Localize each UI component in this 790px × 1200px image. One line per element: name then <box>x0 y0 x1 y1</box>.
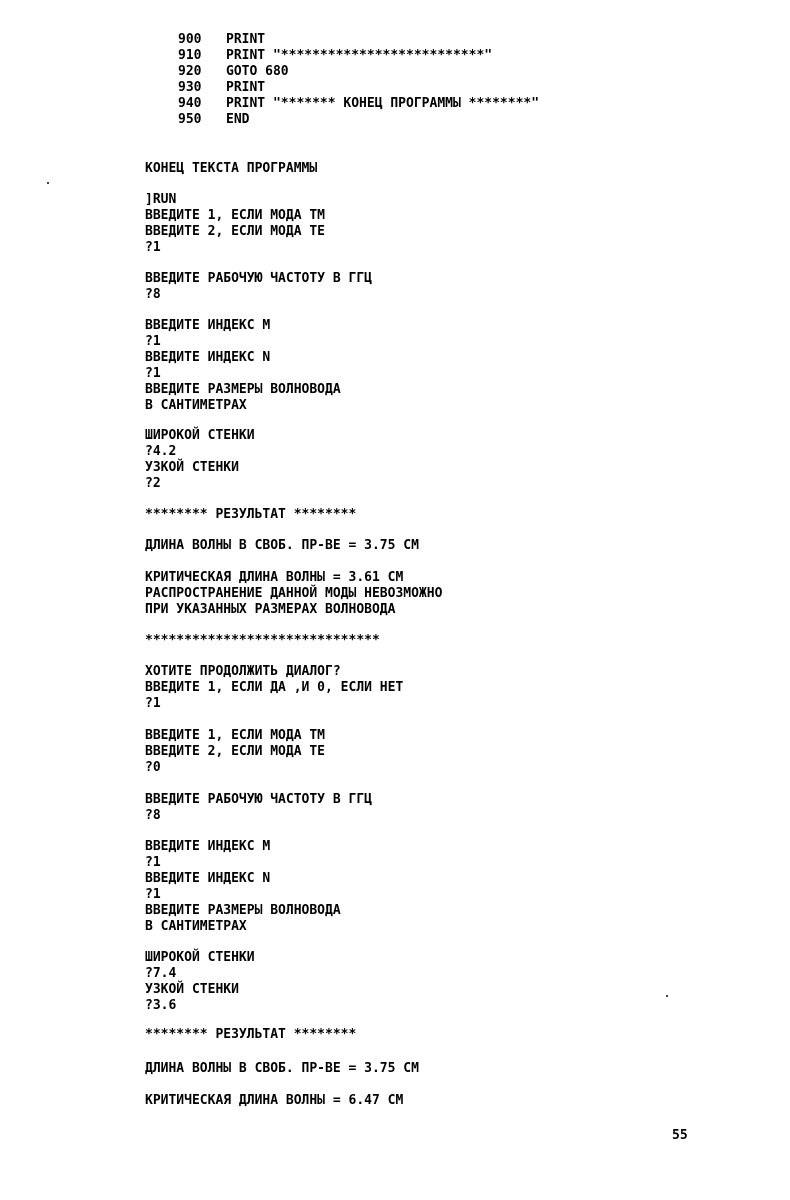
output-line: ВВЕДИТЕ РАЗМЕРЫ ВОЛНОВОДА <box>145 382 341 397</box>
program-line <box>178 112 249 128</box>
output-line: ДЛИНА ВОЛНЫ В СВОБ. ПР-ВЕ = 3.75 СМ <box>145 1061 419 1076</box>
output-line: В САНТИМЕТРАХ <box>145 919 247 934</box>
output-line: ВВЕДИТЕ ИНДЕКС N <box>145 871 271 886</box>
output-line: РАСПРОСТРАНЕНИЕ ДАННОЙ МОДЫ НЕВОЗМОЖНО <box>145 586 443 601</box>
output-line: ?2 <box>145 476 161 491</box>
output-line: КРИТИЧЕСКАЯ ДЛИНА ВОЛНЫ = 6.47 СМ <box>145 1093 404 1108</box>
output-line: ВВЕДИТЕ ИНДЕКС М <box>145 318 271 333</box>
output-line: ?0 <box>145 760 161 775</box>
output-line: ?7.4 <box>145 966 177 981</box>
output-line: ВВЕДИТЕ 1, ЕСЛИ МОДА ТМ <box>145 728 326 743</box>
output-line: ПРИ УКАЗАННЫХ РАЗМЕРАХ ВОЛНОВОДА <box>145 602 396 617</box>
line-code: PRINT "******* КОНЕЦ ПРОГРАММЫ ********" <box>226 96 540 111</box>
output-line: ВВЕДИТЕ РАБОЧУЮ ЧАСТОТУ В ГГЦ <box>145 271 372 286</box>
line-number: 930 <box>178 80 202 95</box>
output-line: ?1 <box>145 887 161 902</box>
output-line: ВВЕДИТЕ 2, ЕСЛИ МОДА ТЕ <box>145 744 326 759</box>
output-line: ?1 <box>145 366 161 381</box>
program-line <box>178 64 289 80</box>
line-number: 900 <box>178 32 202 47</box>
line-code: PRINT <box>226 80 266 95</box>
output-line: ВВЕДИТЕ 1, ЕСЛИ ДА ,И 0, ЕСЛИ НЕТ <box>145 680 404 695</box>
program-line <box>178 96 539 112</box>
output-line: ?8 <box>145 287 161 302</box>
output-line: ?1 <box>145 855 161 870</box>
page-number: 55 <box>672 1128 688 1143</box>
output-line: ДЛИНА ВОЛНЫ В СВОБ. ПР-ВЕ = 3.75 СМ <box>145 538 419 553</box>
output-line: В САНТИМЕТРАХ <box>145 398 247 413</box>
output-line: ?4.2 <box>145 444 177 459</box>
output-line: ВВЕДИТЕ РАБОЧУЮ ЧАСТОТУ В ГГЦ <box>145 792 372 807</box>
program-end-heading: КОНЕЦ ТЕКСТА ПРОГРАММЫ <box>145 161 318 176</box>
output-line: ?1 <box>145 240 161 255</box>
line-code: PRINT "**************************" <box>226 48 493 63</box>
output-line: ХОТИТЕ ПРОДОЛЖИТЬ ДИАЛОГ? <box>145 664 341 679</box>
output-line: ВВЕДИТЕ ИНДЕКС М <box>145 839 271 854</box>
result-heading: ******** РЕЗУЛЬТАТ ******** <box>145 1027 357 1042</box>
output-line: ВВЕДИТЕ РАЗМЕРЫ ВОЛНОВОДА <box>145 903 341 918</box>
output-line: ?8 <box>145 808 161 823</box>
scan-speck <box>47 182 49 184</box>
output-line: ?3.6 <box>145 998 177 1013</box>
line-number: 940 <box>178 96 202 111</box>
line-code: PRINT <box>226 32 266 47</box>
output-line: ?1 <box>145 696 161 711</box>
program-line <box>178 32 265 48</box>
line-number: 950 <box>178 112 202 127</box>
output-line: ВВЕДИТЕ 1, ЕСЛИ МОДА ТМ <box>145 208 326 223</box>
line-number: 920 <box>178 64 202 79</box>
program-line <box>178 48 492 64</box>
output-line: ШИРОКОЙ СТЕНКИ <box>145 950 255 965</box>
output-line: УЗКОЙ СТЕНКИ <box>145 460 239 475</box>
output-line: УЗКОЙ СТЕНКИ <box>145 982 239 997</box>
output-line: ]RUN <box>145 192 177 207</box>
line-code: GOTO 680 <box>226 64 289 79</box>
output-line: ?1 <box>145 334 161 349</box>
output-line: ШИРОКОЙ СТЕНКИ <box>145 428 255 443</box>
scan-speck <box>666 995 668 997</box>
line-code: END <box>226 112 250 127</box>
output-line: КРИТИЧЕСКАЯ ДЛИНА ВОЛНЫ = 3.61 СМ <box>145 570 404 585</box>
output-line: ВВЕДИТЕ ИНДЕКС N <box>145 350 271 365</box>
output-line: ВВЕДИТЕ 2, ЕСЛИ МОДА ТЕ <box>145 224 326 239</box>
separator-line: ****************************** <box>145 633 380 648</box>
line-number: 910 <box>178 48 202 63</box>
result-heading: ******** РЕЗУЛЬТАТ ******** <box>145 507 357 522</box>
program-line <box>178 80 265 96</box>
